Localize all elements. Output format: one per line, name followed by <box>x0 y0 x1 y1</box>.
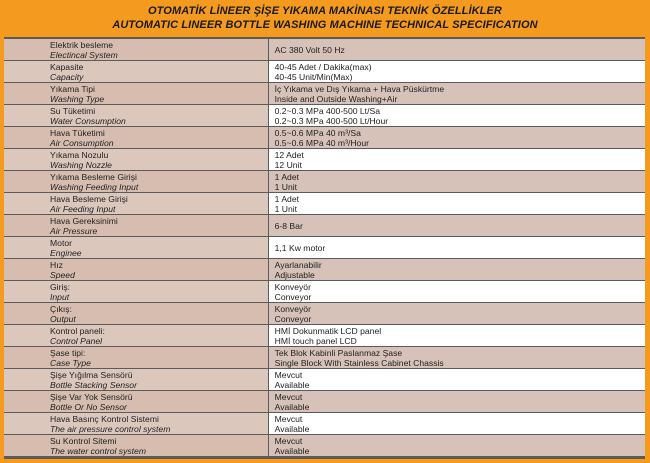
spec-value-line: 1 Adet <box>274 171 299 182</box>
table-row <box>4 171 645 192</box>
spec-value-line: 1 Unit <box>274 203 298 214</box>
spec-label-turkish: Su Tüketimi <box>50 105 96 116</box>
spec-label-english: Control Panel <box>50 335 103 346</box>
spec-value-line: Mevcut <box>274 391 303 402</box>
spec-value-line: Ayarlanabilir <box>274 259 322 270</box>
spec-label-turkish: Yıkama Tipi <box>50 83 95 94</box>
spec-value-line: 40-45 Unit/Min(Max) <box>274 71 353 82</box>
spec-label-cell <box>4 281 268 302</box>
spec-label-cell <box>4 171 268 192</box>
spec-label-english: The air pressure control system <box>50 423 171 434</box>
spec-value-line: Mevcut <box>274 369 303 380</box>
table-row <box>4 105 645 126</box>
spec-value-line: 1 Adet <box>274 193 299 204</box>
spec-value-line: 6-8 Bar <box>274 220 303 231</box>
spec-value-cell <box>269 171 645 192</box>
spec-value-line: Mevcut <box>274 435 303 446</box>
spec-label-turkish: Kontrol paneli: <box>50 325 105 336</box>
spec-label-turkish: Şase tipi: <box>50 347 86 358</box>
spec-label-cell <box>4 259 268 280</box>
spec-value-cell <box>269 259 645 280</box>
table-row <box>4 303 645 324</box>
spec-label-english: Speed <box>50 269 75 280</box>
spec-label-cell <box>4 325 268 346</box>
spec-label-cell <box>4 435 268 456</box>
spec-value-line: 1 Unit <box>274 181 298 192</box>
spec-label-english: Bottle Or No Sensor <box>50 401 127 412</box>
spec-table <box>4 37 645 459</box>
spec-label-cell <box>4 237 268 258</box>
spec-label-turkish: Hız <box>50 259 63 270</box>
title-english: AUTOMATIC LINEER BOTTLE WASHING MACHINE TECHNICAL SPECIFICATION <box>112 19 538 31</box>
spec-value-line: Available <box>274 401 310 412</box>
spec-label-turkish: Çıkış: <box>50 303 72 314</box>
spec-label-english: Input <box>50 291 70 302</box>
table-row <box>4 347 645 368</box>
spec-value-cell <box>269 413 645 434</box>
spec-value-line: Available <box>274 445 310 456</box>
spec-value-cell <box>269 391 645 412</box>
title-turkish: OTOMATİK LİNEER ŞİŞE YIKAMA MAKİNASI TEKNİK ÖZELLİKLER <box>148 5 502 17</box>
table-row <box>4 83 645 104</box>
spec-value-cell <box>269 105 645 126</box>
spec-label-english: Bottle Stacking Sensor <box>50 379 137 390</box>
spec-value-cell <box>269 237 645 258</box>
spec-label-english: The water control system <box>50 445 146 456</box>
spec-value-line: Adjustable <box>274 269 315 280</box>
spec-label-english: Air Pressure <box>50 225 98 236</box>
spec-value-cell <box>269 347 645 368</box>
spec-value-cell <box>269 127 645 148</box>
spec-value-line: 0.5~0.6 MPa 40 m³/Hour <box>274 137 369 148</box>
spec-value-cell <box>269 303 645 324</box>
spec-value-line: 1,1 Kw motor <box>274 242 326 253</box>
spec-label-english: Washing Type <box>50 93 105 104</box>
table-row <box>4 39 645 60</box>
table-row <box>4 325 645 346</box>
spec-label-turkish: Hava Besleme Girişi <box>50 193 128 204</box>
spec-value-cell <box>269 435 645 456</box>
spec-label-english: Capacity <box>50 71 84 82</box>
spec-label-cell <box>4 127 268 148</box>
spec-value-line: Conveyor <box>274 291 312 302</box>
spec-value-line: 12 Adet <box>274 149 304 160</box>
spec-label-cell <box>4 391 268 412</box>
spec-value-line: Available <box>274 423 310 434</box>
spec-value-line: Conveyor <box>274 313 312 324</box>
table-row <box>4 281 645 302</box>
spec-value-line: Single Block With Stainless Cabinet Chassis <box>274 357 444 368</box>
spec-value-cell <box>269 325 645 346</box>
spec-label-turkish: Yıkama Besleme Girişi <box>50 171 137 182</box>
table-row <box>4 127 645 148</box>
spec-label-turkish: Kapasite <box>50 61 84 72</box>
spec-value-line: 0.2~0.3 MPa 400-500 Lt/Hour <box>274 115 389 126</box>
spec-value-cell <box>269 61 645 82</box>
spec-value-line: Inside and Outside Washing+Air <box>274 93 398 104</box>
spec-value-line: Konveyör <box>274 303 311 314</box>
table-row <box>4 413 645 434</box>
spec-label-cell <box>4 105 268 126</box>
spec-value-line: Tek Blok Kabinli Paslanmaz Şase <box>274 347 403 358</box>
spec-value-line: HMİ touch panel LCD <box>274 335 357 346</box>
spec-value-line: AC 380 Volt 50 Hz <box>274 44 345 55</box>
spec-value-line: İç Yıkama ve Dış Yıkama + Hava Püskürtme <box>274 83 445 94</box>
spec-label-turkish: Elektrik besleme <box>50 39 114 50</box>
table-row <box>4 193 645 214</box>
sheet-header <box>0 0 650 36</box>
spec-label-turkish: Yıkama Nozulu <box>50 149 109 160</box>
spec-value-line: 40-45 Adet / Dakika(max) <box>274 61 372 72</box>
spec-value-line: Available <box>274 379 310 390</box>
table-row <box>4 435 645 456</box>
table-row <box>4 259 645 280</box>
spec-label-english: Enginee <box>50 247 82 258</box>
table-row <box>4 61 645 82</box>
spec-label-cell <box>4 149 268 170</box>
spec-label-cell <box>4 347 268 368</box>
spec-label-turkish: Motor <box>50 237 72 248</box>
spec-label-cell <box>4 369 268 390</box>
spec-value-cell <box>269 193 645 214</box>
table-row <box>4 369 645 390</box>
spec-value-cell <box>269 369 645 390</box>
spec-label-english: Case Type <box>50 357 91 368</box>
spec-label-english: Output <box>50 313 76 324</box>
spec-label-cell <box>4 39 268 60</box>
spec-label-turkish: Şişe Var Yok Sensörü <box>50 391 133 402</box>
spec-value-cell <box>269 281 645 302</box>
table-row <box>4 149 645 170</box>
spec-label-english: Electincal System <box>50 49 118 60</box>
spec-label-english: Water Consumption <box>50 115 126 126</box>
spec-value-line: Mevcut <box>274 413 303 424</box>
spec-value-cell <box>269 215 645 236</box>
spec-label-cell <box>4 83 268 104</box>
spec-label-turkish: Hava Gereksinimi <box>50 215 118 226</box>
table-row <box>4 237 645 258</box>
spec-label-english: Air Consumption <box>50 137 114 148</box>
spec-label-cell <box>4 413 268 434</box>
spec-value-line: HMİ Dokunmatik LCD panel <box>274 325 382 336</box>
spec-label-cell <box>4 215 268 236</box>
spec-value-line: 12 Unit <box>274 159 302 170</box>
spec-value-cell <box>269 39 645 60</box>
spec-value-cell <box>269 83 645 104</box>
spec-label-turkish: Giriş: <box>50 281 71 292</box>
spec-label-turkish: Hava Tüketimi <box>50 127 105 138</box>
spec-value-cell <box>269 149 645 170</box>
table-row <box>4 215 645 236</box>
spec-label-cell <box>4 61 268 82</box>
spec-label-english: Air Feeding Input <box>50 203 116 214</box>
spec-label-turkish: Hava Basınç Kontrol Sistemi <box>50 413 159 424</box>
spec-label-cell <box>4 193 268 214</box>
table-row <box>4 391 645 412</box>
spec-label-english: Washing Feeding Input <box>50 181 139 192</box>
spec-value-line: 0.2~0.3 MPa 400-500 Lt/Sa <box>274 105 380 116</box>
spec-label-cell <box>4 303 268 324</box>
spec-value-line: 0.5~0.6 MPa 40 m³/Sa <box>274 127 361 138</box>
spec-label-turkish: Su Kontrol Sitemi <box>50 435 117 446</box>
spec-value-line: Konveyör <box>274 281 311 292</box>
spec-label-english: Washing Nozzle <box>50 159 112 170</box>
spec-label-turkish: Şişe Yığılma Sensörü <box>50 369 133 380</box>
